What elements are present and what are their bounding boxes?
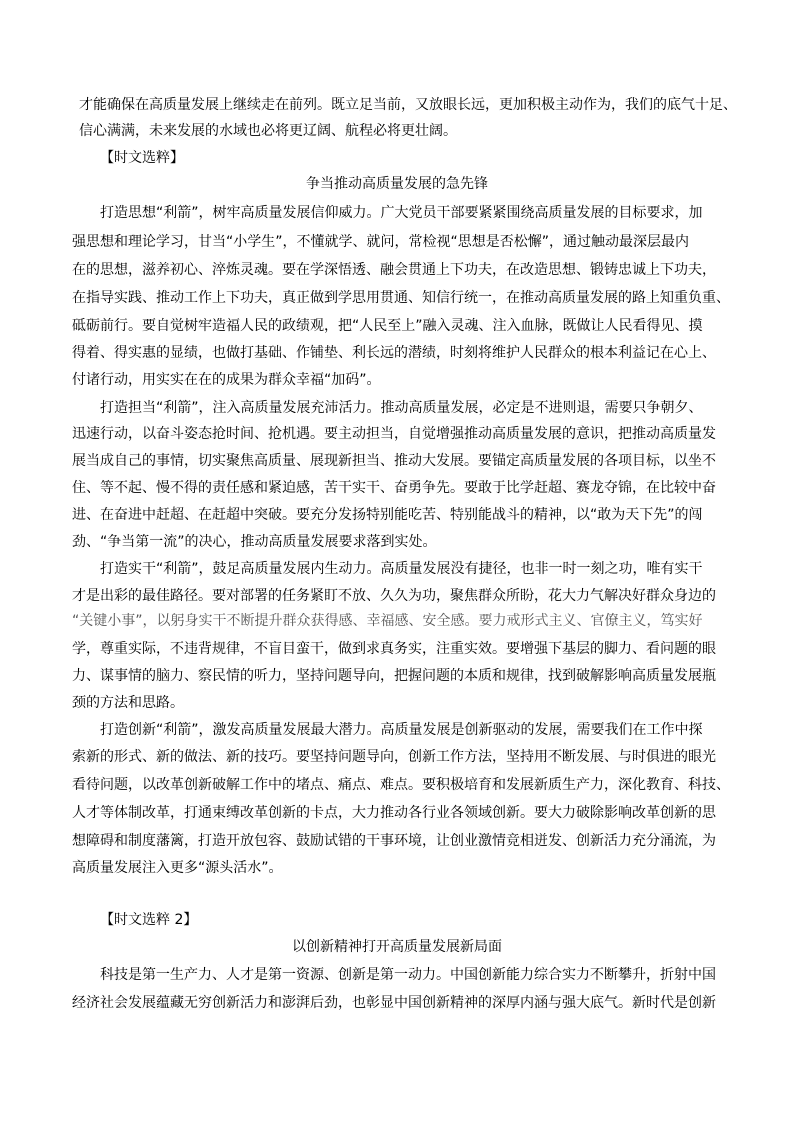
text-line: 在指导实践、推动工作上下功夫，真正做到学思用贯通、知信行统一，在推动高质量发展的路上知重负重、 xyxy=(72,290,730,306)
section-label: 【时文选粹 2】 xyxy=(100,912,198,928)
text-line: 展当成自己的事情，切实聚焦高质量、展现新担当、推动大发展。要锚定高质量发展的各项目标，以坐不 xyxy=(72,453,716,469)
text-line: 在的思想，滋养初心、淬炼灵魂。要在学深悟透、融会贯通上下功夫，在改造思想、锻铸忠诚上下功夫， xyxy=(72,262,716,278)
text-line: “关键小事”，以躬身实干不断提升群众获得感、幸福感、安全感。要力戒形式主义、官僚主义，笃实好 xyxy=(72,613,703,629)
text-line: 才是出彩的最佳路径。要对部署的任务紧盯不放、久久为功，聚焦群众所盼，花大力气解决好群众身边的 xyxy=(72,588,716,604)
section-label: 【时文选粹】 xyxy=(100,150,184,166)
text-line: 迅速行动，以奋斗姿态抢时间、抢机遇。要主动担当，自觉增强推动高质量发展的意识，把推动高质量发 xyxy=(72,426,716,442)
text-line: 高质量发展注入更多“源头活水”。 xyxy=(72,860,283,876)
text-line: 索新的形式、新的做法、新的技巧。要坚持问题导向，创新工作方法，坚持用不断发展、与时俱进的眼光 xyxy=(72,749,716,765)
text-line: 才能确保在高质量发展上继续走在前列。既立足当前，又放眼长远，更加积极主动作为，我们的底气十足、 xyxy=(79,97,737,113)
text-line: 信心满满，未来发展的水域也必将更辽阔、航程必将更壮阔。 xyxy=(79,123,457,139)
article-title: 争当推动高质量发展的急先锋 xyxy=(306,176,488,192)
text-line: 进、在奋进中赶超、在赶超中突破。要充分发扬特别能吃苦、特别能战斗的精神，以“敢为天下先”的闯 xyxy=(72,507,703,523)
text-line: 打造担当“利箭”，注入高质量发展充沛活力。推动高质量发展，必定是不进则退，需要只争朝夕、 xyxy=(100,400,703,416)
text-line: 学，尊重实际，不违背规律，不盲目蛮干，做到求真务实，注重实效。要增强下基层的脚力、看问题的眼 xyxy=(72,641,716,657)
text-line: 打造创新“利箭”，激发高质量发展最大潜力。高质量发展是创新驱动的发展，需要我们在工作中探 xyxy=(100,722,703,738)
text-line: 打造思想“利箭”，树牢高质量发展信仰威力。广大党员干部要紧紧围绕高质量发展的目标要求，加 xyxy=(100,205,703,221)
text-line: 砥砺前行。要自觉树牢造福人民的政绩观，把“人民至上”融入灵魂、注入血脉，既做让人民看得见、摸 xyxy=(72,318,703,334)
text-line: 经济社会发展蕴藏无穷创新活力和澎湃后劲，也彰显中国创新精神的深厚内涵与强大底气。新时代是创新 xyxy=(72,995,716,1011)
text-line: 得着、得实惠的显绩，也做打基础、作铺垫、利长远的潜绩，时刻将维护人民群众的根本利益记在心上、 xyxy=(72,345,716,361)
text-line: 人才等体制改革，打通束缚改革创新的卡点，大力推动各行业各领域创新。要大力破除影响改革创新的思 xyxy=(72,805,716,821)
text-line: 科技是第一生产力、人才是第一资源、创新是第一动力。中国创新能力综合实力不断攀升，折射中国 xyxy=(100,967,716,983)
text-line: 力、谋事情的脑力、察民情的听力，坚持问题导向，把握问题的本质和规律，找到破解影响高质量发展瓶 xyxy=(72,668,716,684)
text-line: 看待问题，以改革创新破解工作中的堵点、痛点、难点。要积极培育和发展新质生产力，深化教育、科技、 xyxy=(72,777,730,793)
text-line: 想障碍和制度藩篱，打造开放包容、鼓励试错的干事环境，让创业激情竞相迸发、创新活力充分涌流，为 xyxy=(72,833,716,849)
text-line: 颈的方法和思路。 xyxy=(72,695,184,711)
text-line: 住、等不起、慢不得的责任感和紧迫感，苦干实干、奋勇争先。要敢于比学赶超、赛龙夺锦，在比较中奋 xyxy=(72,480,716,496)
text-line: 强思想和理论学习，甘当“小学生”，不懂就学、就问，常检视“思想是否松懈”，通过触动最深层最内 xyxy=(72,234,690,250)
text-line: 劲、“争当第一流”的决心，推动高质量发展要求落到实处。 xyxy=(72,534,437,550)
text-line: 打造实干“利箭”，鼓足高质量发展内生动力。高质量发展没有捷径，也非一时一刻之功，唯有实干 xyxy=(100,561,703,577)
text-line: 付诸行动，用实实在在的成果为群众幸福“加码”。 xyxy=(72,372,381,388)
article-title: 以创新精神打开高质量发展新局面 xyxy=(292,939,502,955)
